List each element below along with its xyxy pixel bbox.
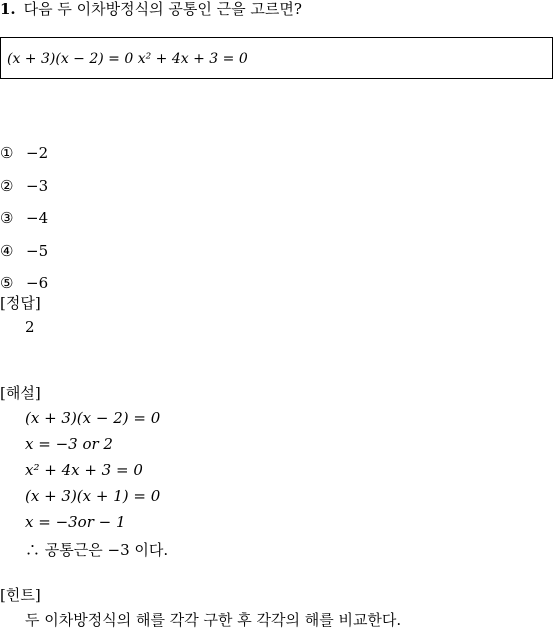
option-3[interactable] xyxy=(0,209,48,242)
hint-text: 두 이차방정식의 해를 각각 구한 후 각각의 해를 비교한다. xyxy=(25,611,402,629)
answer-value: 2 xyxy=(25,318,35,336)
question-title xyxy=(0,0,302,18)
option-1[interactable] xyxy=(0,144,48,177)
option-1-value: −2 xyxy=(26,144,49,162)
explanation-conclusion: ∴ 공통근은 −3 이다. xyxy=(25,541,169,559)
explanation-line-5: x = −3or − 1 xyxy=(25,513,126,531)
question-number: 1. xyxy=(0,0,16,18)
option-1-mark: ① xyxy=(0,144,14,162)
option-3-value: −4 xyxy=(26,209,49,227)
option-2-mark: ② xyxy=(0,176,14,195)
equation-text: (x + 3)(x − 2) = 0 x² + 4x + 3 = 0 xyxy=(7,51,248,67)
option-5-value: −6 xyxy=(26,274,49,292)
answer-label: [정답] xyxy=(0,294,41,312)
options-list xyxy=(0,144,48,307)
explanation-line-1: (x + 3)(x − 2) = 0 xyxy=(25,409,161,427)
question-text: 다음 두 이차방정식의 공통인 근을 고르면? xyxy=(23,0,302,18)
explanation-label: [해설] xyxy=(0,384,41,402)
option-5-mark: ⑤ xyxy=(0,274,14,292)
option-3-mark: ③ xyxy=(0,209,14,227)
option-4-value: −5 xyxy=(26,241,49,260)
option-4-mark: ④ xyxy=(0,241,14,260)
option-4[interactable] xyxy=(0,242,48,275)
explanation-line-3: x² + 4x + 3 = 0 xyxy=(25,461,143,479)
explanation-line-4: (x + 3)(x + 1) = 0 xyxy=(25,487,161,505)
hint-label: [힌트] xyxy=(0,586,41,604)
option-2[interactable] xyxy=(0,177,48,210)
option-2-value: −3 xyxy=(26,176,49,195)
equation-box xyxy=(0,37,553,79)
explanation-line-2: x = −3 or 2 xyxy=(25,435,113,453)
